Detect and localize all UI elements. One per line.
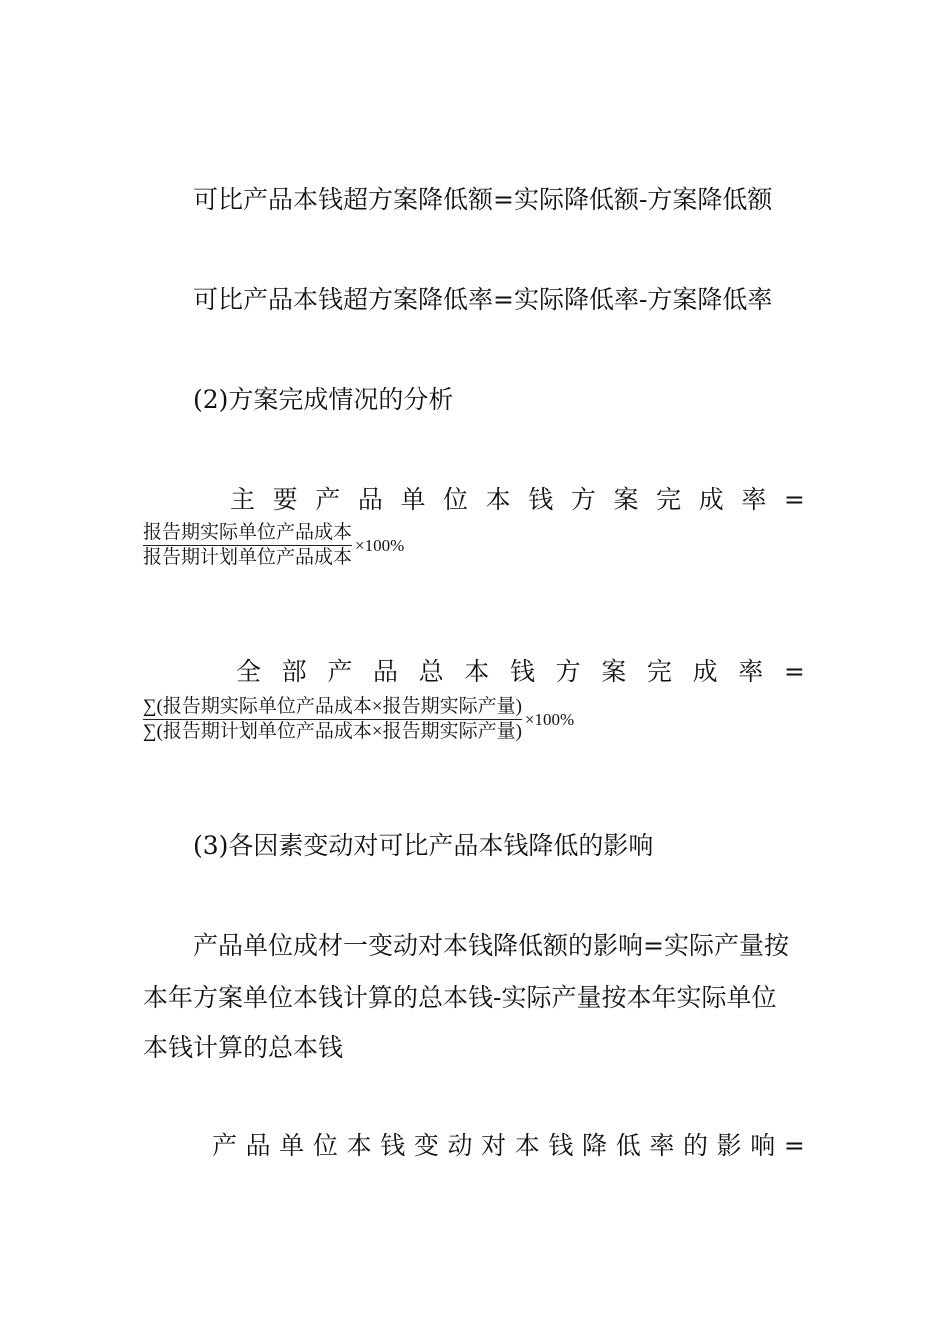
char: 本 xyxy=(485,485,511,514)
char: 响 xyxy=(750,1131,776,1160)
char: 方 xyxy=(555,657,581,686)
char: 方 xyxy=(570,485,596,514)
char: 案 xyxy=(613,485,639,514)
paragraph-unit-cost-impact-line3: 本钱计算的总本钱 xyxy=(143,1033,344,1062)
char: 完 xyxy=(656,485,682,514)
char: 钱 xyxy=(548,1131,574,1160)
fraction-numerator: ∑(报告期实际单位产品成本×报告期实际产量) xyxy=(143,696,522,720)
char: 位 xyxy=(312,1131,338,1160)
section-heading-plan-completion: (2)方案完成情况的分析 xyxy=(193,385,454,414)
paragraph-all-product-completion-rate xyxy=(236,656,805,688)
fraction-denominator: ∑(报告期计划单位产品成本×报告期实际产量) xyxy=(143,721,522,742)
multiplier: ×100% xyxy=(524,709,575,729)
char: 钱 xyxy=(509,657,535,686)
char: 产 xyxy=(212,1131,238,1160)
paragraph-unit-cost-rate-impact xyxy=(212,1130,805,1162)
char: 主 xyxy=(230,485,256,514)
char: 品 xyxy=(245,1131,271,1160)
section-heading-factor-impact: (3)各因素变动对可比产品本钱降低的影响 xyxy=(193,831,654,860)
char: 成 xyxy=(698,485,724,514)
paragraph-unit-cost-impact-line2: 本年方案单位本钱计算的总本钱-实际产量按本年实际单位 xyxy=(143,983,777,1012)
char: 变 xyxy=(413,1131,439,1160)
char: 部 xyxy=(281,657,307,686)
char: 的 xyxy=(682,1131,708,1160)
paragraph-over-plan-reduction-amount: 可比产品本钱超方案降低额=实际降低额-方案降低额 xyxy=(193,185,773,214)
char: 率 xyxy=(741,485,767,514)
char: 案 xyxy=(601,657,627,686)
char: 品 xyxy=(357,485,383,514)
fraction-numerator: 报告期实际单位产品成本 xyxy=(143,522,352,546)
fraction xyxy=(143,696,522,743)
char: 位 xyxy=(443,485,469,514)
char: 本 xyxy=(464,657,490,686)
char: 全 xyxy=(236,657,262,686)
char: = xyxy=(783,1131,805,1160)
char: 低 xyxy=(615,1131,641,1160)
char: 单 xyxy=(400,485,426,514)
paragraph-main-product-completion-rate xyxy=(230,484,805,516)
char: 钱 xyxy=(380,1131,406,1160)
multiplier: ×100% xyxy=(355,535,405,555)
char: 要 xyxy=(272,485,298,514)
char: 品 xyxy=(372,657,398,686)
char: 动 xyxy=(447,1131,473,1160)
char: 钱 xyxy=(528,485,554,514)
paragraph-over-plan-reduction-rate: 可比产品本钱超方案降低率=实际降低率-方案降低率 xyxy=(193,285,773,314)
char: 降 xyxy=(582,1131,608,1160)
char: 总 xyxy=(418,657,444,686)
char: 影 xyxy=(716,1131,742,1160)
char: 产 xyxy=(327,657,353,686)
char: = xyxy=(783,657,805,686)
char: 率 xyxy=(649,1131,675,1160)
char: 对 xyxy=(481,1131,507,1160)
char: 单 xyxy=(279,1131,305,1160)
char: 产 xyxy=(315,485,341,514)
formula-main-product-completion xyxy=(143,522,404,569)
paragraph-unit-cost-impact-line1: 产品单位成材一变动对本钱降低额的影响=实际产量按 xyxy=(193,931,789,960)
formula-all-product-completion xyxy=(143,696,574,743)
fraction-denominator: 报告期计划单位产品成本 xyxy=(143,547,353,568)
char: 本 xyxy=(346,1131,372,1160)
char: = xyxy=(783,485,805,514)
char: 成 xyxy=(692,657,718,686)
char: 本 xyxy=(514,1131,540,1160)
char: 率 xyxy=(738,657,764,686)
char: 完 xyxy=(646,657,672,686)
fraction xyxy=(143,522,352,569)
